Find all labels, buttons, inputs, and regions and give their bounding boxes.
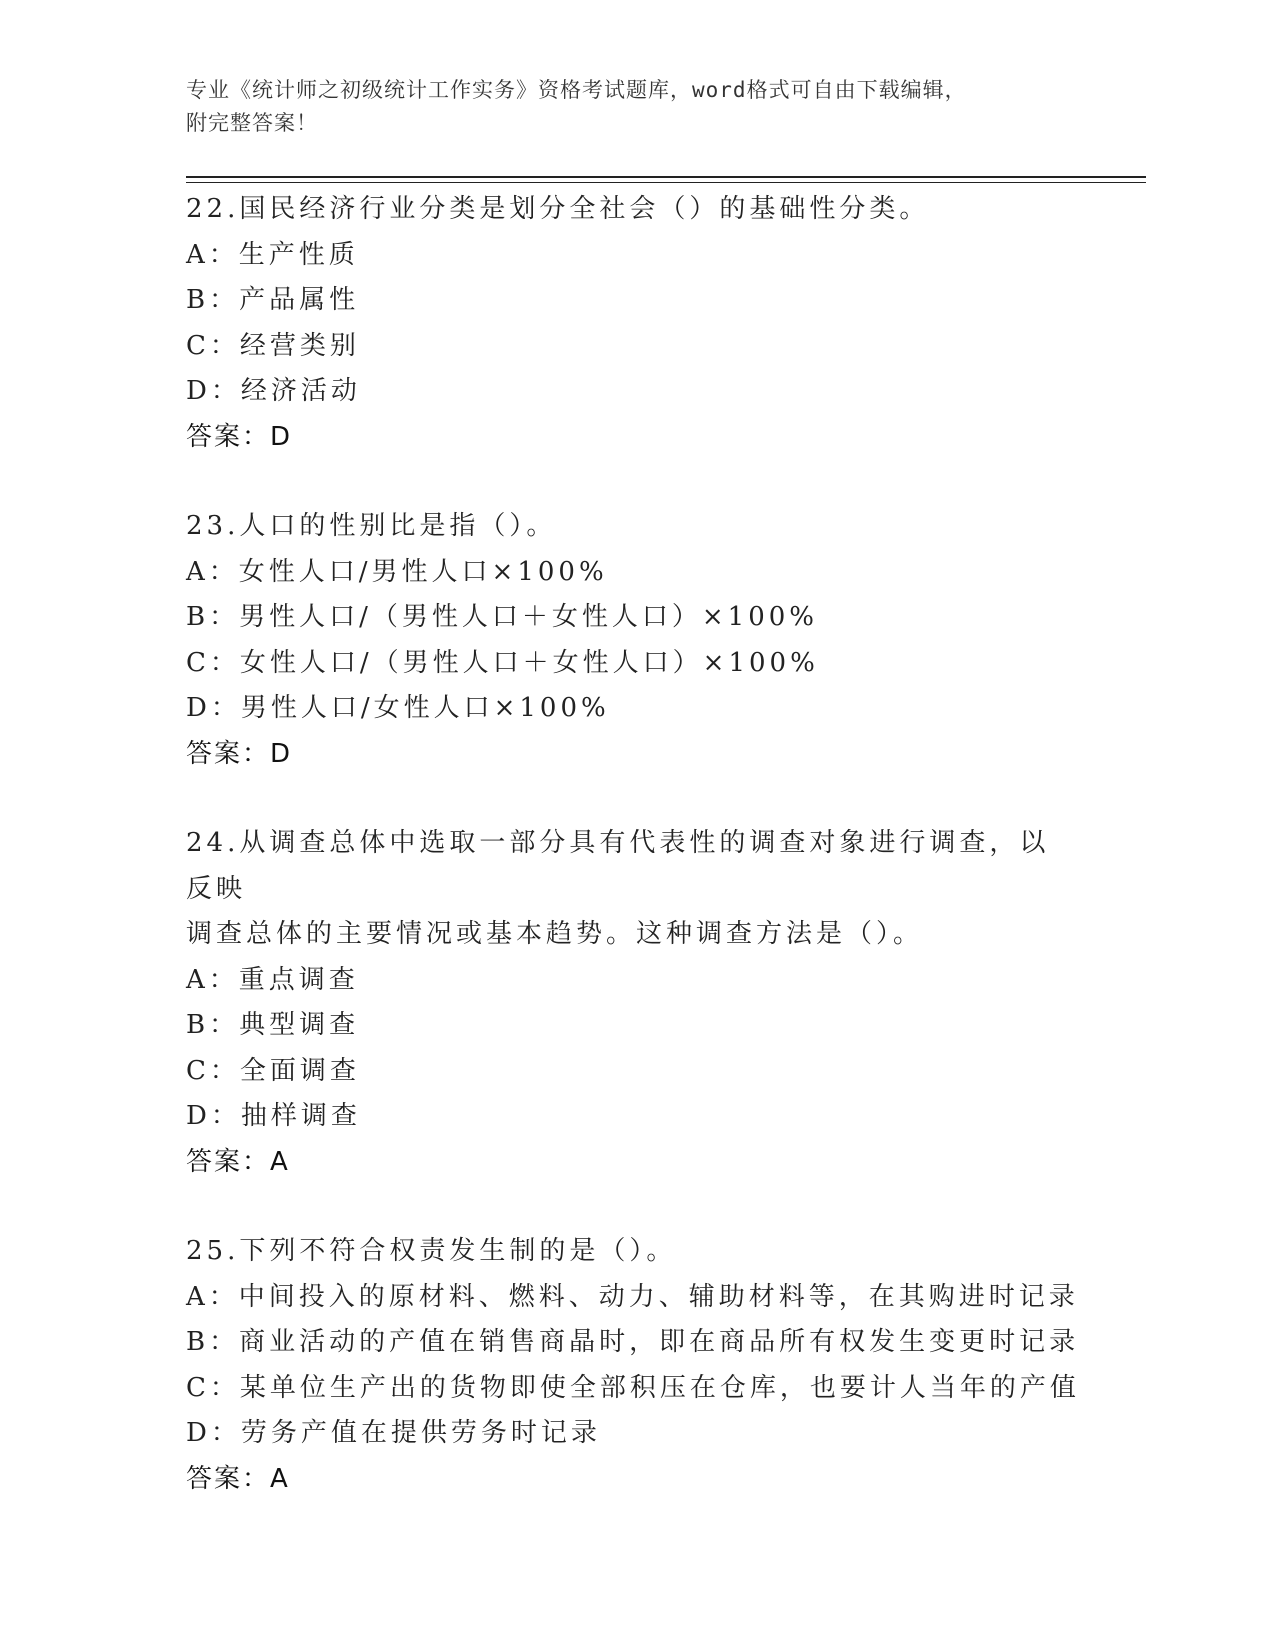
option-b: B：商业活动的产值在销售商晶时，即在商品所有权发生变更时记录: [186, 1327, 1080, 1357]
answer: 答案：A: [186, 1463, 290, 1494]
option-d: D：经济活动: [186, 376, 361, 406]
document-header: [186, 74, 1066, 140]
option-a: A：生产性质: [186, 239, 359, 270]
option-d: D：男性人口/女性人口×100%: [186, 693, 610, 723]
option-a: A：女性人口/男性人口×100%: [186, 556, 608, 587]
question-list: [186, 187, 1086, 1546]
question-stem-line-1: 24.从调查总体中选取一部分具有代表性的调查对象进行调查，以反映: [186, 828, 1050, 904]
option-a: A：重点调查: [186, 964, 359, 995]
question-stem: 22.国民经济行业分类是划分全社会（）的基础性分类。: [186, 194, 930, 224]
option-c: C：全面调查: [186, 1055, 360, 1086]
answer: 答案：D: [186, 738, 293, 769]
option-a: A：中间投入的原材料、燃料、动力、辅助材料等，在其购进时记录: [186, 1281, 1079, 1312]
option-d: D：抽样调查: [186, 1101, 361, 1131]
question-25: [186, 1229, 1086, 1502]
header-divider-thin: [186, 182, 1146, 183]
option-c: C：女性人口/（男性人口＋女性人口）×100%: [186, 647, 819, 678]
header-line-2: 附完整答案！: [186, 111, 318, 135]
header-divider-thick: [186, 176, 1146, 178]
option-d: D：劳务产值在提供劳务时记录: [186, 1418, 601, 1448]
answer: 答案：D: [186, 421, 293, 452]
question-22: [186, 187, 1086, 460]
question-stem: 25.下列不符合权责发生制的是（）。: [186, 1236, 677, 1266]
question-stem-line-2: 调查总体的主要情况或基本趋势。这种调查方法是（）。: [186, 919, 924, 949]
option-b: B：典型调查: [186, 1010, 360, 1040]
question-23: [186, 504, 1086, 777]
question-stem: 23.人口的性别比是指（）。: [186, 511, 557, 541]
header-line-1: 专业《统计师之初级统计工作实务》资格考试题库，word格式可自由下载编辑，: [186, 78, 967, 102]
option-c: C：经营类别: [186, 330, 360, 361]
option-b: B：产品属性: [186, 285, 360, 315]
answer: 答案：A: [186, 1146, 290, 1177]
option-c: C：某单位生产出的货物即使全部积压在仓库，也要计人当年的产值: [186, 1372, 1080, 1403]
question-24: [186, 821, 1086, 1185]
option-b: B：男性人口/（男性人口＋女性人口）×100%: [186, 602, 818, 632]
